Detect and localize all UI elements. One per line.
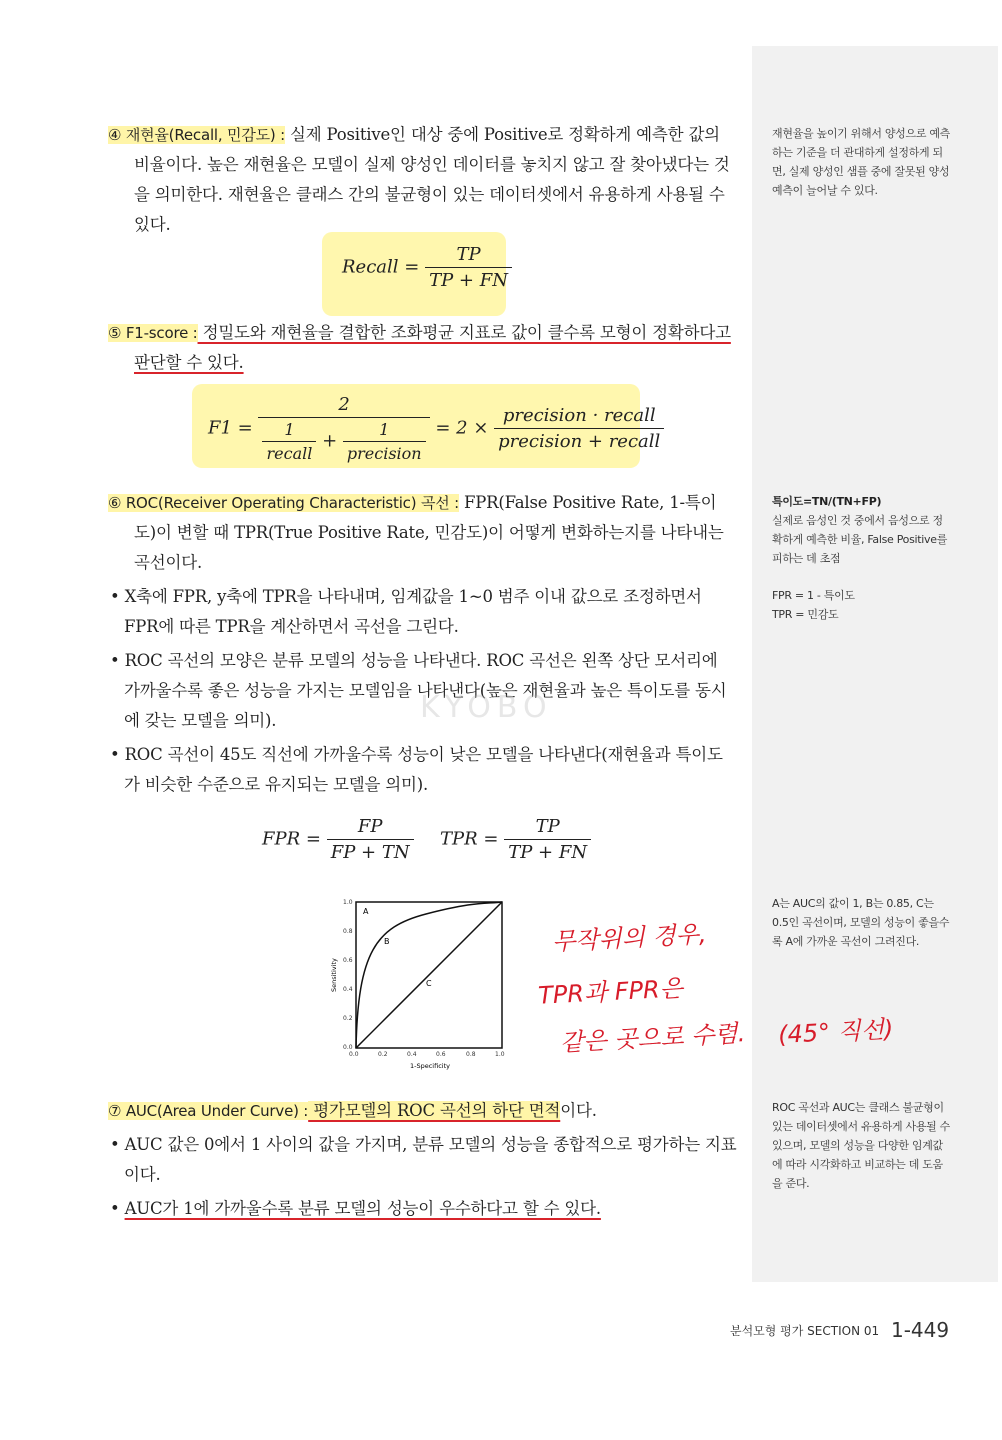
page-footer bbox=[730, 1318, 949, 1342]
recall-formula-lhs: Recall = bbox=[342, 256, 420, 278]
f1-precision-den: precision bbox=[346, 444, 422, 463]
sidebar-note-title: 특이도=TN/(TN+FP) bbox=[772, 495, 882, 508]
f1-plus: + bbox=[322, 430, 338, 452]
roc-bullet-2: ROC 곡선의 모양은 분류 모델의 성능을 나타낸다. ROC 곡선은 왼쪽 상단 모서리에 가까울수록 좋은 성능을 가지는 모델임을 나타낸다(높은 재현율과 높은 특이도를 동시에 갖는 모델을 의미). bbox=[124, 651, 727, 730]
page-number: 1-449 bbox=[890, 1318, 950, 1342]
f1-main-fraction bbox=[258, 394, 429, 463]
fpr-fraction bbox=[327, 816, 414, 863]
curve-label-c: C bbox=[426, 979, 432, 988]
auc-text-end: 이다. bbox=[560, 1101, 597, 1120]
curve-label-b: B bbox=[384, 937, 390, 946]
sidebar-note-recall: 재현율을 높이기 위해서 양성으로 예측하는 기준을 더 관대하게 설정하게 되면, 실제 양성인 샘플 중에 잘못된 양성 예측이 늘어날 수 있다. bbox=[772, 127, 951, 197]
auc-paragraph bbox=[108, 1096, 738, 1224]
fpr-formula bbox=[262, 816, 414, 863]
f1-precision-num: 1 bbox=[343, 420, 426, 442]
f1-formula bbox=[208, 394, 664, 463]
list-item: • X축에 FPR, y축에 TPR을 나타내며, 임계값을 1~0 범주 이내 값으로 조정하면서 FPR에 따른 TPR을 계산하면서 곡선을 그린다. bbox=[110, 587, 702, 636]
list-item: • ROC 곡선의 모양은 분류 모델의 성능을 나타낸다. ROC 곡선은 왼쪽 상단 모서리에 가까울수록 좋은 성능을 가지는 모델임을 나타낸다(높은 재현율과 높은 특이도를 동시에 갖는 모델을 의미). bbox=[110, 651, 727, 730]
recall-fraction bbox=[425, 244, 512, 291]
f1-recall-fraction bbox=[262, 420, 316, 463]
x-tick: 0.6 bbox=[436, 1051, 446, 1058]
sidebar-note-auc-curves: A는 AUC의 값이 1, B는 0.85, C는 0.5인 곡선이며, 모델의 성능이 좋을수록 A에 가까운 곡선이 그려진다. bbox=[772, 897, 950, 948]
roc-curve-c bbox=[356, 902, 502, 1048]
f1-rhs-num: precision · recall bbox=[494, 405, 664, 429]
tpr-den: TP + FN bbox=[508, 842, 588, 863]
sidebar-note-fpr: FPR = 1 - 특이도 bbox=[772, 589, 855, 602]
f1-precision-fraction bbox=[343, 420, 426, 463]
list-item: • AUC 값은 0에서 1 사이의 값을 가지며, 분류 모델의 성능을 종합적으로 평가하는 지표이다. bbox=[110, 1135, 737, 1184]
tpr-formula bbox=[440, 816, 591, 863]
f1-rhs-fraction bbox=[494, 405, 664, 452]
recall-label: ④ 재현율(Recall, 민감도) : bbox=[108, 126, 285, 144]
handwritten-note-3: 같은 곳으로 수렴. bbox=[559, 1019, 746, 1057]
fpr-den: FP + TN bbox=[330, 842, 410, 863]
fpr-lhs: FPR = bbox=[262, 828, 321, 850]
recall-paragraph bbox=[108, 120, 738, 240]
f1-text: 정밀도와 재현율을 결합한 조화평균 지표로 값이 클수록 모형이 정확하다고 판단할 수 있다. bbox=[134, 323, 731, 372]
sidebar-note-tpr: TPR = 민감도 bbox=[772, 608, 839, 621]
f1-recall-den: recall bbox=[266, 444, 313, 463]
f1-lhs: F1 = bbox=[208, 417, 253, 439]
handwritten-note-2: TPR과 FPR은 bbox=[537, 974, 684, 1010]
tpr-lhs: TPR = bbox=[440, 828, 499, 850]
f1-numerator: 2 bbox=[258, 394, 429, 418]
list-item: • ROC 곡선이 45도 직선에 가까울수록 성능이 낮은 모델을 나타낸다(재현율과 특이도가 비슷한 수준으로 유지되는 모델을 의미). bbox=[110, 745, 723, 794]
roc-bullet-3: ROC 곡선이 45도 직선에 가까울수록 성능이 낮은 모델을 나타낸다(재현율과 특이도가 비슷한 수준으로 유지되는 모델을 의미). bbox=[124, 745, 723, 794]
handwritten-note-1: 무작위의 경우, bbox=[551, 919, 708, 957]
tpr-fraction bbox=[504, 816, 591, 863]
recall-denominator: TP + FN bbox=[429, 270, 508, 291]
roc-label: ⑥ ROC(Receiver Operating Characteristic) 곡선 : bbox=[108, 494, 459, 512]
f1-rhs-den: precision + recall bbox=[498, 431, 661, 452]
x-axis-label: 1-Specificity bbox=[410, 1062, 450, 1070]
roc-bullet-1: X축에 FPR, y축에 TPR을 나타내며, 임계값을 1~0 범주 이내 값으로 조정하면서 FPR에 따른 TPR을 계산하면서 곡선을 그린다. bbox=[124, 587, 702, 636]
y-tick: 0.0 bbox=[343, 1044, 353, 1051]
x-tick: 0.4 bbox=[407, 1051, 417, 1058]
auc-bullet-1: AUC 값은 0에서 1 사이의 값을 가지며, 분류 모델의 성능을 종합적으로 평가하는 지표이다. bbox=[124, 1135, 737, 1184]
watermark: KYOBO bbox=[420, 690, 553, 725]
footer-section: 분석모형 평가 SECTION 01 bbox=[730, 1324, 880, 1338]
x-tick: 1.0 bbox=[495, 1051, 505, 1058]
f1-paragraph bbox=[108, 318, 738, 378]
y-tick: 0.2 bbox=[343, 1015, 353, 1022]
y-tick: 1.0 bbox=[343, 899, 353, 906]
sidebar-background bbox=[752, 46, 998, 1282]
tpr-num: TP bbox=[504, 816, 591, 840]
f1-eq2: = 2 × bbox=[435, 417, 489, 439]
f1-recall-num: 1 bbox=[262, 420, 316, 442]
sidebar-note-specificity bbox=[772, 492, 952, 624]
auc-bullet-2: AUC가 1에 가까울수록 분류 모델의 성능이 우수하다고 할 수 있다. bbox=[124, 1199, 601, 1218]
y-tick: 0.8 bbox=[343, 928, 353, 935]
fpr-num: FP bbox=[327, 816, 414, 840]
y-tick: 0.4 bbox=[343, 986, 353, 993]
curve-label-a: A bbox=[363, 907, 369, 916]
recall-text: 실제 Positive인 대상 중에 Positive로 정확하게 예측한 값의 비율이다. 높은 재현율은 모델이 실제 양성인 데이터를 놓치지 않고 잘 찾아냈다는 것을 의미한다. 재현율은 클래스 간의 불균형이 있는 데이터셋에서 유용하게 사용될 수 있다. bbox=[134, 125, 730, 234]
roc-paragraph bbox=[108, 488, 738, 800]
x-tick: 0.2 bbox=[378, 1051, 388, 1058]
list-item: • AUC가 1에 가까울수록 분류 모델의 성능이 우수하다고 할 수 있다. bbox=[110, 1199, 601, 1218]
sidebar-note-roc-auc: ROC 곡선과 AUC는 클래스 불균형이 있는 데이터셋에서 유용하게 사용될 수 있으며, 모델의 성능을 다양한 임계값에 따라 시각화하고 비교하는 데 도움을 준다. bbox=[772, 1101, 951, 1190]
recall-formula bbox=[342, 244, 512, 291]
auc-label: ⑦ AUC(Area Under Curve) : bbox=[108, 1102, 309, 1120]
sidebar-note-text: 실제로 음성인 것 중에서 음성으로 정확하게 예측한 비율, False Positive를 피하는 데 초점 bbox=[772, 514, 948, 565]
roc-text: FPR(False Positive Rate, 1-특이도)이 변할 때 TPR(True Positive Rate, 민감도)이 어떻게 변화하는지를 나타내는 곡선이다. bbox=[134, 493, 724, 572]
auc-text-highlight: 평가모델의 ROC 곡선의 하단 면적 bbox=[308, 1101, 561, 1120]
handwritten-note-4: (45° 직선) bbox=[777, 1014, 895, 1049]
y-axis-label: Sensitivity bbox=[330, 958, 338, 992]
recall-numerator: TP bbox=[425, 244, 512, 268]
y-tick: 0.6 bbox=[343, 957, 353, 964]
x-tick: 0.0 bbox=[349, 1051, 359, 1058]
f1-label: ⑤ F1-score : bbox=[108, 324, 198, 342]
f1-denominator bbox=[258, 418, 429, 463]
roc-chart bbox=[326, 892, 526, 1072]
x-tick: 0.8 bbox=[466, 1051, 476, 1058]
